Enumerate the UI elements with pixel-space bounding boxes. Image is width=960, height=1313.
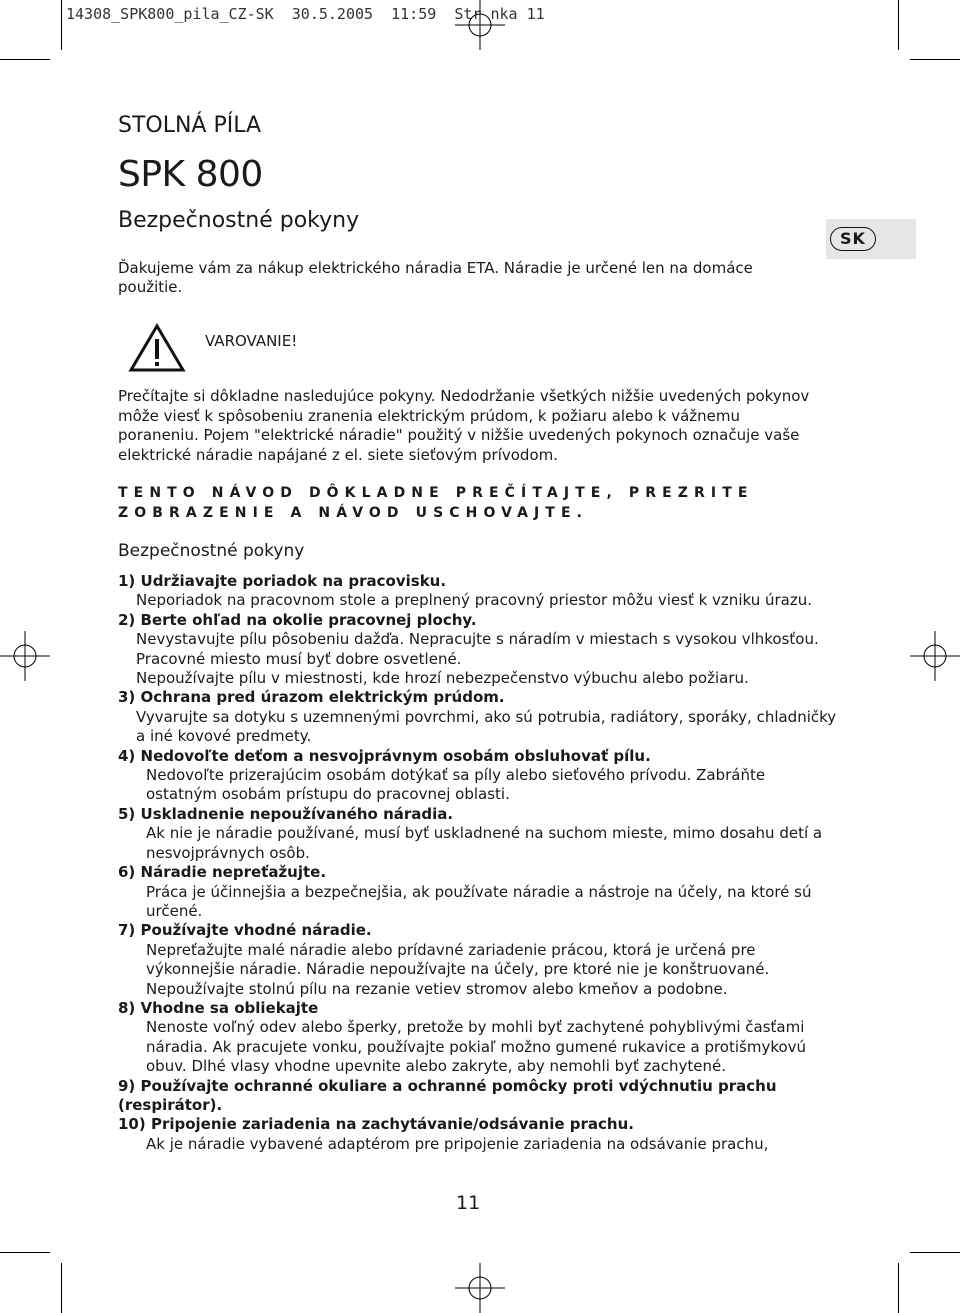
product-model: SPK 800 xyxy=(118,154,263,195)
item-heading: 9) Používajte ochranné okuliare a ochranné pomôcky proti vdýchnutiu prachu (respirátor). xyxy=(118,1076,777,1114)
list-item xyxy=(118,1077,838,1116)
warning-triangle-icon xyxy=(128,323,186,373)
subsection-title: Bezpečnostné pokyny xyxy=(118,541,305,561)
registration-mark-bottom xyxy=(455,1263,505,1313)
item-text: Vyvarujte sa dotyku s uzemnenými povrchmi, ako sú potrubia, radiátory, sporáky, chladničky a iné kovové predmety. xyxy=(136,707,837,746)
item-text: Nevystavujte pílu pôsobeniu dažďa. Nepracujte s náradím v miestach s vysokou vlhkosťou. xyxy=(136,630,819,649)
section-title: Bezpečnostné pokyny xyxy=(118,208,360,233)
item-text: Pracovné miesto musí byť dobre osvetlené. xyxy=(136,649,462,668)
item-text: Neporiadok na pracovnom stole a preplnený pracovný priestor môžu viesť k vzniku úrazu. xyxy=(136,591,812,610)
item-text: Nenoste voľný odev alebo šperky, pretože by mohli byť zachytené pohyblivými časťami náradia. Ak pracujete vonku, používajte pokiaľ možno gumené rukavice a protišmykovú obuv. Dlhé vlasy vhodne upevnite alebo zakryte, aby nemohli byť zachytené. xyxy=(146,1018,807,1076)
item-heading: 5) Uskladnenie nepoužívaného náradia. xyxy=(118,804,454,823)
list-item xyxy=(118,999,838,1077)
list-item xyxy=(118,747,838,805)
item-text: Nepoužívajte pílu v miestnosti, kde hrozí nebezpečenstvo výbuchu alebo požiaru. xyxy=(136,669,749,688)
crop-mark xyxy=(0,59,50,60)
list-item xyxy=(118,805,838,863)
warning-label: VAROVANIE! xyxy=(205,332,298,350)
crop-mark xyxy=(910,1252,960,1253)
notice-text: TENTO NÁVOD DÔKLADNE PREČÍTAJTE, PREZRITE ZOBRAZENIE A NÁVOD USCHOVAJTE. xyxy=(118,485,754,521)
crop-mark xyxy=(898,1263,899,1313)
crop-mark xyxy=(898,0,899,50)
crop-mark xyxy=(61,0,62,50)
item-heading: 4) Nedovoľte deťom a nesvojprávnym osobám obsluhovať pílu. xyxy=(118,746,651,765)
registration-mark-left xyxy=(0,631,50,681)
list-item xyxy=(118,688,838,746)
item-text: Ak je náradie vybavené adaptérom pre pripojenie zariadenia na odsávanie prachu, xyxy=(146,1134,769,1153)
language-code: SK xyxy=(830,227,876,251)
item-heading: 2) Berte ohľad na okolie pracovnej plochy. xyxy=(118,610,477,629)
item-heading: 1) Udržiavajte poriadok na pracovisku. xyxy=(118,572,447,590)
crop-mark xyxy=(0,1252,50,1253)
item-heading: 8) Vhodne sa obliekajte xyxy=(118,998,319,1017)
warning-text: Prečítajte si dôkladne nasledujúce pokyny. Nedodržanie všetkých nižšie uvedených pokynov môže viesť k spôsobeniu zranenia elektrickým prúdom, k požiaru alebo k vážnemu poraneniu. Pojem "elektrické náradie" použitý v nižšie uvedených pokynoch označuje vaše elektrické náradie napájané z el. siete sieťovým prívodom. xyxy=(118,387,810,464)
item-heading: 6) Náradie nepreťažujte. xyxy=(118,863,327,882)
item-heading: 3) Ochrana pred úrazom elektrickým prúdom. xyxy=(118,688,505,707)
item-text: Ak nie je náradie používané, musí byť uskladnené na suchom mieste, mimo dosahu detí a nesvojprávnych osôb. xyxy=(146,824,823,862)
list-item xyxy=(118,572,838,611)
crop-mark xyxy=(61,1263,62,1313)
item-text: Práca je účinnejšia a bezpečnejšia, ak používate náradie a nástroje na účely, na ktoré sú určené. xyxy=(146,882,812,920)
product-category: STOLNÁ PÍLA xyxy=(118,113,262,138)
registration-mark-right xyxy=(910,631,960,681)
intro-text: Ďakujeme vám za nákup elektrického náradia ETA. Náradie je určené len na domáce použitie. xyxy=(118,259,753,296)
item-heading: 10) Pripojenie zariadenia na zachytávanie/odsávanie prachu. xyxy=(118,1115,634,1134)
print-slug: 14308_SPK800_pila_CZ-SK 30.5.2005 11:59 Str nka 11 xyxy=(66,5,545,23)
list-item xyxy=(118,863,838,921)
page-number: 11 xyxy=(456,1192,481,1214)
safety-list xyxy=(118,572,838,1154)
language-tab xyxy=(826,219,916,259)
crop-mark xyxy=(910,59,960,60)
item-text: Nedovoľte prizerajúcim osobám dotýkať sa píly alebo sieťového prívodu. Zabráňte ostatným osobám prístupu do pracovnej oblasti. xyxy=(146,766,766,804)
list-item xyxy=(118,1115,838,1154)
item-heading: 7) Používajte vhodné náradie. xyxy=(118,921,372,940)
registration-mark-top xyxy=(455,0,505,50)
item-text: Nepreťažujte malé náradie alebo prídavné zariadenie prácou, ktorá je určená pre výkonnejšie náradie. Náradie nepoužívajte na účely, pre ktoré nie je konštruované. Nepoužívajte stolnú pílu na rezanie vetiev stromov alebo kmeňov a podobne. xyxy=(146,940,770,998)
list-item xyxy=(118,611,838,689)
list-item xyxy=(118,921,838,999)
